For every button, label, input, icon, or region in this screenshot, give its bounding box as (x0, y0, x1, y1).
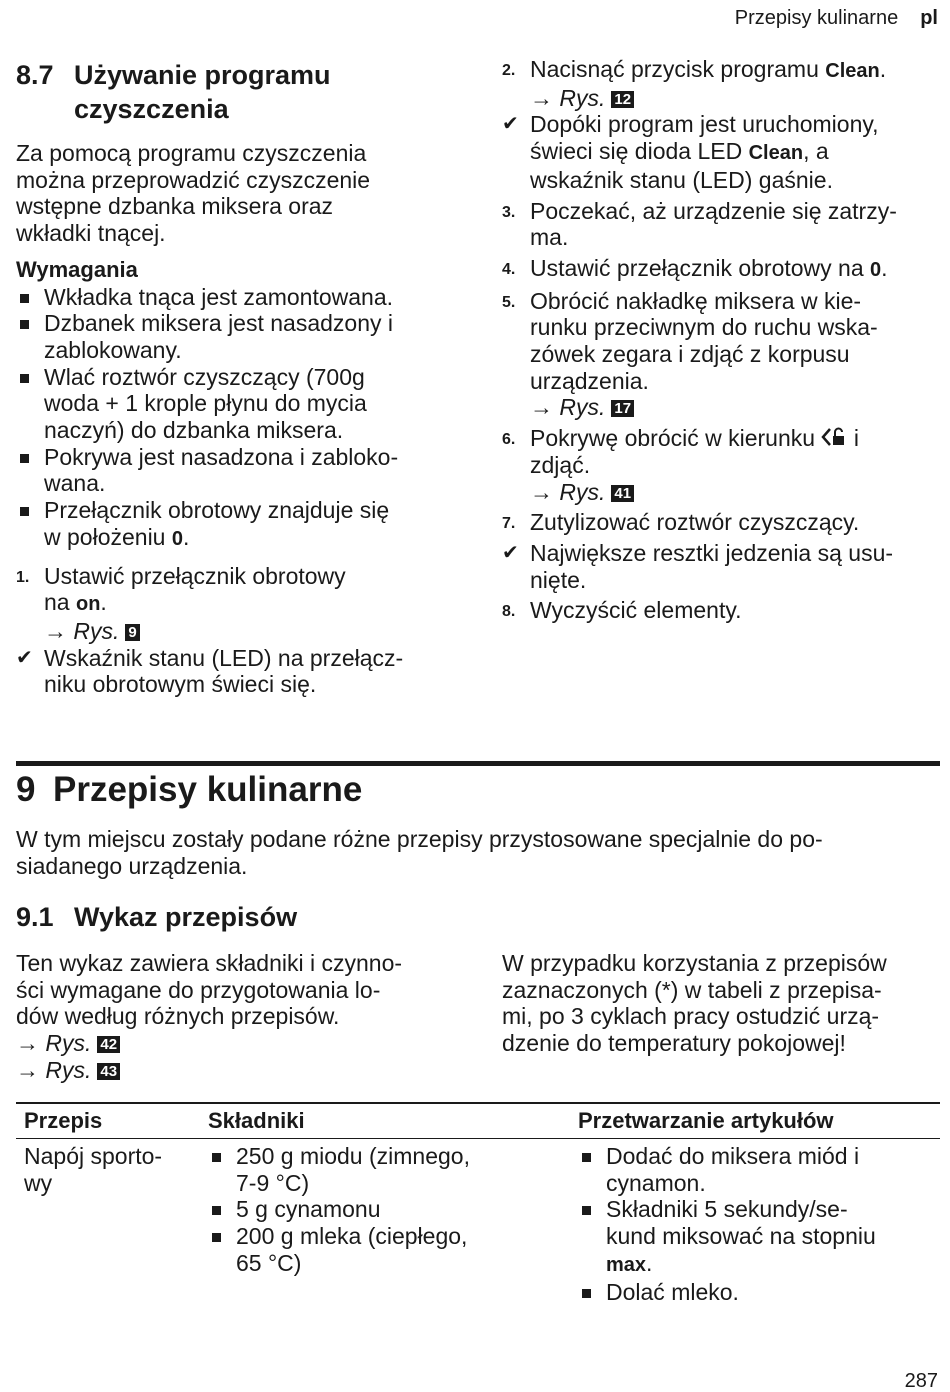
step-number: 3. (502, 203, 516, 221)
figure-reference[interactable]: → Rys. 43 (16, 1057, 120, 1083)
chapter-number: 9 (16, 770, 36, 809)
section-number: 8.7 (16, 60, 54, 90)
right-column (502, 56, 942, 624)
page-number: 287 (904, 1370, 938, 1392)
header-title: Przepisy kulinarne (734, 7, 899, 29)
section-number: 9.1 (16, 902, 54, 932)
checkmark-icon: ✔ (502, 541, 519, 564)
checkmark-icon: ✔ (16, 646, 33, 669)
step-8: 8. Wyczyścić elementy. (502, 597, 942, 624)
section-91-right-text: W przypadku korzystania z przepisów zaznaczonych (*) w tabeli z przepisa- mi, po 3 cyklach pracy ostudzić urzą- dzenie do temperatury pokojowej! (502, 950, 887, 1057)
chapter-9-intro: W tym miejscu zostały podane różne przepisy przystosowane specjalnie do po- siadanego urządzenia. (16, 826, 823, 879)
figure-badge: 42 (97, 1036, 120, 1053)
section-title-line: Używanie programu (74, 60, 331, 90)
chapter-9-heading (16, 770, 362, 810)
figure-reference[interactable]: → Rys. 9 (44, 618, 140, 644)
step-number: 2. (502, 62, 516, 79)
section-title: Wykaz przepisów (74, 902, 298, 932)
section-91-heading (16, 900, 297, 934)
figure-badge: 41 (611, 485, 634, 502)
list-item: Dzbanek miksera jest nasadzony i zablokowany. (16, 310, 456, 363)
table-cell-processing (578, 1143, 938, 1305)
step-number: 1. (16, 568, 30, 586)
check-result-3: ✔ Największe resztki jedzenia są usu- nięte. (502, 539, 894, 593)
list-item: Przełącznik obrotowy znajduje się w położeniu 0. (16, 497, 456, 552)
table-header-recipe: Przepis (24, 1108, 103, 1133)
section-title-line: czyszczenia (74, 94, 229, 124)
table-header-rule (16, 1138, 940, 1139)
section-91-left-text: Ten wykaz zawiera składniki i czynno- ści wymagane do przygotowania lo- dów według różnych przepisów. → Rys. 42 → Rys. 43 (16, 950, 403, 1083)
running-header (735, 7, 938, 30)
left-column (16, 58, 456, 698)
step-6: 6. Pokrywę obrócić w kierunku i zdjąć. → Rys. 41 (502, 425, 859, 505)
unlock-icon (821, 425, 847, 451)
check-result-2: ✔ Dopóki program jest uruchomiony, świeci się dioda LED Clean, a wskaźnik stanu (LED) gaśnie. (502, 111, 879, 193)
table-cell-ingredients (208, 1143, 538, 1277)
chapter-divider (16, 761, 940, 766)
step-7: 7. Zutylizować roztwór czyszczący. (502, 509, 942, 536)
chapter-title: Przepisy kulinarne (53, 770, 363, 809)
step-3: 3. Poczekać, aż urządzenie się zatrzy- ma. (502, 197, 897, 251)
step-2: 2. Nacisnąć przycisk programu Clean. → Rys. 12 (502, 56, 887, 111)
step-number: 4. (502, 260, 516, 278)
header-lang: pl (920, 7, 938, 29)
list-item: 200 g mleka (ciepłego, 65 °C) (208, 1223, 538, 1276)
step-number: 6. (502, 431, 516, 449)
section-87-heading (16, 58, 456, 126)
checkmark-icon: ✔ (502, 113, 519, 136)
step-4: 4. Ustawić przełącznik obrotowy na 0. (502, 255, 942, 284)
check-result-1: ✔ Wskaźnik stanu (LED) na przełącz- niku obrotowym świeci się. (16, 644, 404, 698)
requirements-title: Wymagania (16, 256, 138, 282)
table-top-rule (16, 1102, 940, 1104)
list-item: Pokrywa jest nasadzona i zabloko- wana. (16, 444, 456, 497)
figure-badge: 9 (125, 624, 139, 641)
step-1: 1. Ustawić przełącznik obrotowy na on. → Rys. 9 (16, 562, 346, 644)
figure-reference[interactable]: → Rys. 41 (530, 479, 634, 505)
step-number: 8. (502, 603, 516, 621)
section-87-intro: Za pomocą programu czyszczenia można przeprowadzić czyszczenie wstępne dzbanka miksera oraz wkładki tnącej. (16, 140, 371, 247)
list-item: Wkładka tnąca jest zamontowana. (16, 284, 456, 311)
step-number: 5. (502, 293, 516, 311)
step-5: 5. Obrócić nakładkę miksera w kie- runku przeciwnym do ruchu wska- zówek zegara i zdjąć z korpusu urządzenia. → Rys. 17 (502, 287, 878, 421)
list-item: Dodać do miksera miód i cynamon. (578, 1143, 938, 1196)
table-header-ingredients: Składniki (208, 1108, 305, 1133)
list-item: 5 g cynamonu (208, 1196, 538, 1223)
step-number: 7. (502, 515, 516, 533)
list-item: Wlać roztwór czyszczący (700g woda + 1 krople płynu do mycia naczyń) do dzbanka miksera. (16, 364, 456, 444)
figure-reference[interactable]: → Rys. 42 (16, 1030, 120, 1056)
list-item: 250 g miodu (zimnego, 7-9 °C) (208, 1143, 538, 1196)
list-item: Składniki 5 sekundy/se- kund miksować na stopniu max. (578, 1196, 938, 1278)
figure-reference[interactable]: → Rys. 17 (530, 394, 634, 420)
figure-badge: 12 (611, 91, 634, 108)
figure-reference[interactable]: → Rys. 12 (530, 85, 634, 111)
figure-badge: 17 (611, 400, 634, 417)
table-cell-recipe: Napój sporto- wy (24, 1143, 163, 1196)
list-item: Dolać mleko. (578, 1279, 938, 1306)
figure-badge: 43 (97, 1063, 120, 1080)
requirements-list (16, 284, 456, 553)
table-header-processing: Przetwarzanie artykułów (578, 1108, 834, 1133)
